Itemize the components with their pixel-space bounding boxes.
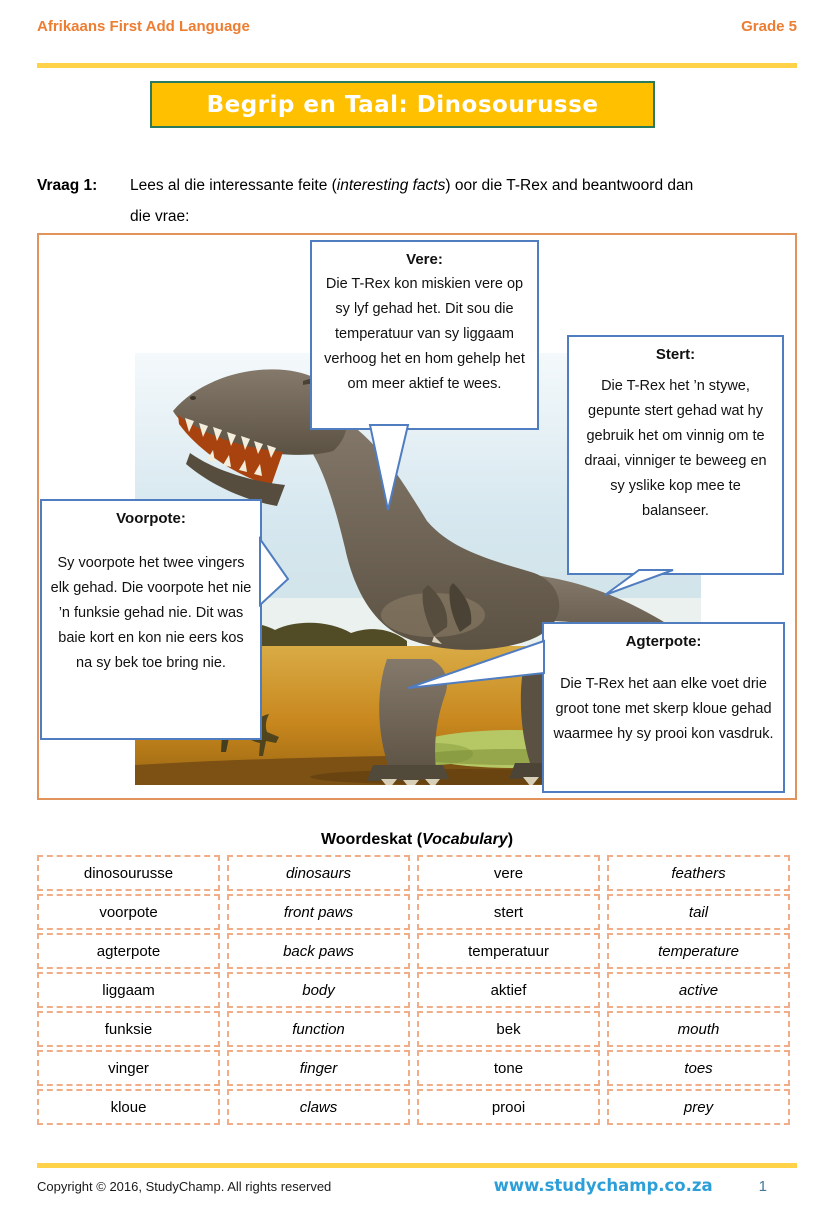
callout-agterpote-body: Die T-Rex het aan elke voet drie groot tone met skerp kloue gehad waarmee hy sy prooi kon vasdruk. (553, 676, 774, 742)
question-text-pre: Lees al die interessante feite ( (130, 177, 337, 194)
vocab-cell: funksie (37, 1011, 220, 1047)
vocab-cell: aktief (417, 972, 600, 1008)
callout-vere-title: Vere: (406, 251, 443, 268)
vocab-cell: claws (227, 1089, 410, 1125)
vocab-cell: prey (607, 1089, 790, 1125)
vocab-cell: mouth (607, 1011, 790, 1047)
vocab-cell: front paws (227, 894, 410, 930)
vocab-cell: vere (417, 855, 600, 891)
callout-stert-title: Stert: (655, 346, 696, 363)
grade-label: Grade 5 (741, 18, 797, 35)
page-number: 1 (758, 1178, 767, 1195)
callout-voorpote-tail (258, 535, 294, 610)
callout-voorpote-body: Sy voorpote het twee vingers elk gehad. Die voorpote het nie ’n funksie gehad nie. Dit was baie kort en kon nie eers kos na sy bek toe bring nie. (50, 555, 252, 671)
page-header (37, 18, 797, 35)
bottom-rule (37, 1163, 797, 1168)
callout-stert-body: Die T-Rex het ’n stywe, gepunte stert gehad wat hy gebruik het om vinnig om te draai, vinniger te beweeg en sy yslike kop mee te balanseer. (584, 378, 767, 519)
question-text-post: ) oor die T-Rex and beantwoord dan (445, 177, 694, 194)
facts-figure (37, 233, 797, 800)
website-link[interactable]: www.studychamp.co.za (493, 1176, 713, 1195)
vocab-cell: temperature (607, 933, 790, 969)
vocab-cell: liggaam (37, 972, 220, 1008)
vocab-cell: function (227, 1011, 410, 1047)
course-label: Afrikaans First Add Language (37, 18, 250, 35)
vocab-cell: voorpote (37, 894, 220, 930)
vocab-cell: prooi (417, 1089, 600, 1125)
callout-agterpote-title: Agterpote: (625, 633, 702, 650)
vocab-cell: feathers (607, 855, 790, 891)
vocab-cell: back paws (227, 933, 410, 969)
vocabulary-table (30, 852, 797, 1128)
vocab-cell: finger (227, 1050, 410, 1086)
question-label: Vraag 1: (37, 177, 98, 194)
callout-agterpote (542, 622, 785, 793)
callout-agterpote-tail (405, 637, 547, 695)
vocab-cell: active (607, 972, 790, 1008)
table-row (37, 1050, 790, 1086)
callout-stert-tail (599, 569, 679, 599)
vocab-cell: tail (607, 894, 790, 930)
callout-vere-body: Die T-Rex kon miskien vere op sy lyf gehad het. Dit sou die temperatuur van sy liggaam verhoog het en hom gehelp het om meer aktief te wees. (324, 276, 525, 392)
question-text (130, 170, 693, 232)
question-text-italic: interesting facts (336, 177, 446, 194)
page-footer (37, 1176, 797, 1195)
callout-stert (567, 335, 784, 575)
callout-voorpote (40, 499, 262, 740)
question-line-1 (130, 170, 693, 201)
table-row (37, 972, 790, 1008)
copyright-text: Copyright © 2016, StudyChamp. All rights reserved (37, 1179, 332, 1194)
callout-vere-tail (364, 424, 414, 514)
table-row (37, 855, 790, 891)
footer-right (494, 1176, 767, 1195)
vocab-cell: toes (607, 1050, 790, 1086)
callout-voorpote-title: Voorpote: (116, 510, 186, 527)
vocab-cell: dinosaurs (227, 855, 410, 891)
table-row (37, 1011, 790, 1047)
title-banner (150, 81, 655, 128)
vocab-cell: bek (417, 1011, 600, 1047)
question-line-2: die vrae: (130, 208, 190, 225)
vocab-cell: agterpote (37, 933, 220, 969)
vocab-cell: kloue (37, 1089, 220, 1125)
vocab-cell: body (227, 972, 410, 1008)
table-row (37, 933, 790, 969)
top-rule (37, 63, 797, 68)
table-row (37, 894, 790, 930)
vocab-cell: tone (417, 1050, 600, 1086)
question-block (37, 170, 803, 232)
vocabulary-heading (37, 831, 797, 849)
vocab-heading-close: ) (507, 831, 514, 848)
vocab-cell: stert (417, 894, 600, 930)
vocab-cell: vinger (37, 1050, 220, 1086)
vocab-cell: temperatuur (417, 933, 600, 969)
table-row (37, 1089, 790, 1125)
vocab-heading-italic: Vocabulary (422, 831, 508, 848)
callout-vere (310, 240, 539, 430)
vocab-cell: dinosourusse (37, 855, 220, 891)
page-title: Begrip en Taal: Dinosourusse (206, 91, 599, 118)
vocab-heading-open: Woordeskat ( (320, 831, 423, 848)
